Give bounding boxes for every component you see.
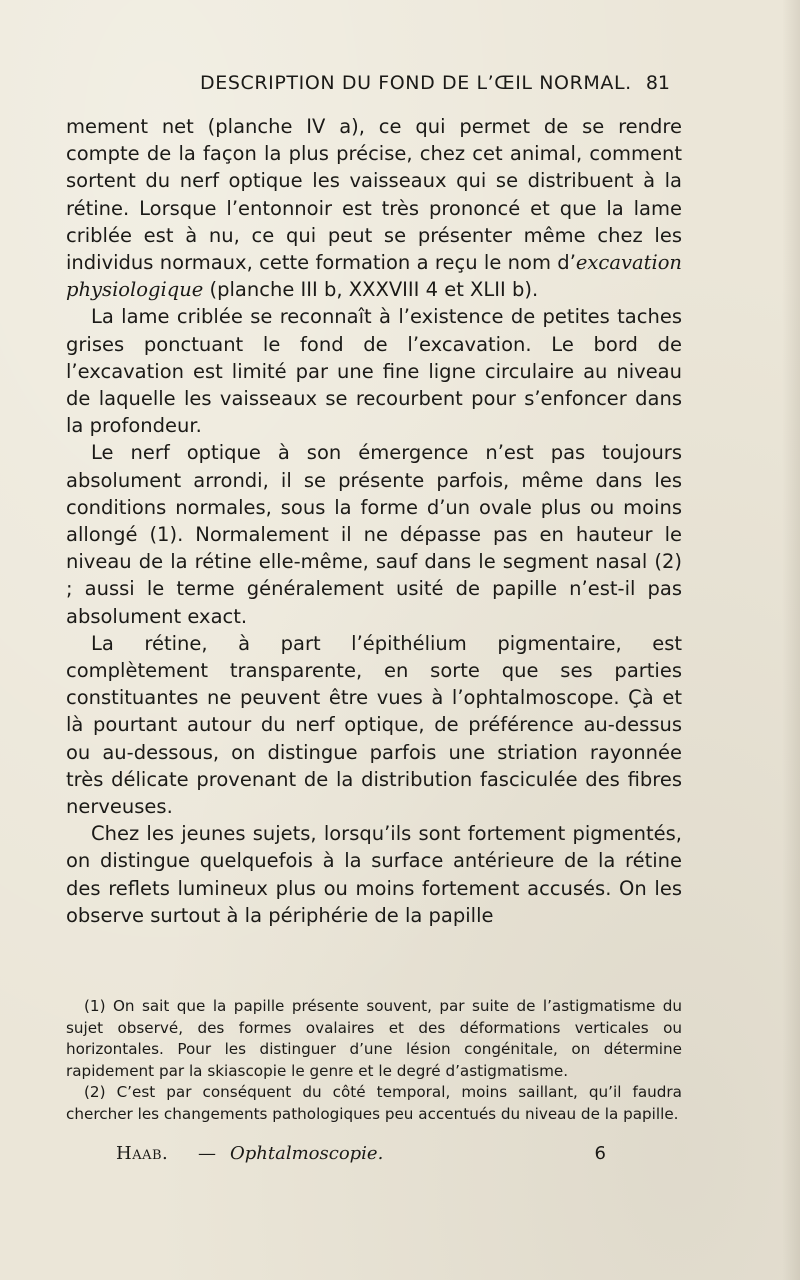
signature-dash: — [198,1143,216,1164]
footnote-1: (1) On sait que la papille présente souvent, par suite de l’astigmatisme du sujet observé, des formes ovalaires et des déformations verticales ou horizontales. Pour les distinguer d’une lésion congénitale, on détermine rapidement par la skiascopie le genre et le degré d’astigmatisme. [66,997,682,1080]
signature-line [116,1143,606,1167]
paragraph-1-text-after: (planche III b, XXXVIII 4 et XLII b). [203,278,539,302]
footnotes [66,996,682,1125]
paragraph-1-text-before: mement net (planche IV a), ce qui permet de se rendre compte de la façon la plus précise, chez cet animal, comment sortent du nerf optique les vaisseaux qui se distribuent à la rétine. Lorsque l’entonnoir est très prononcé et que la lame criblée est à nu, ce qui peut se présenter même chez les individus normaux, cette formation a reçu le nom d’ [66,115,682,275]
signature-author: Haab. [116,1143,169,1164]
signature-number: 6 [594,1143,606,1164]
footnote-2: (2) C’est par conséquent du côté temporal, moins saillant, qu’il faudra chercher les changements pathologiques peu accentués du niveau de la papille. [66,1083,682,1123]
page-edge-shadow [782,0,800,1280]
paragraph-1 [66,113,682,303]
paragraph-2: La lame criblée se reconnaît à l’existence de petites taches grises ponctuant le fond de l’excavation. Le bord de l’excavation est limité par une fine ligne circulaire au niveau de laquelle les vaisseaux se recourbent pour s’enfoncer dans la profondeur. [66,305,682,438]
paragraph-1-emphasis: excavation physiologique [66,251,682,302]
page-number: 81 [645,72,670,94]
signature-book-title: Ophtalmoscopie. [230,1143,384,1164]
body-text [66,113,682,929]
running-title: DESCRIPTION DU FOND DE L’ŒIL NORMAL. [200,72,632,94]
paragraph-3: Le nerf optique à son émergence n’est pas toujours absolument arrondi, il se présente parfois, même dans les conditions normales, sous la forme d’un ovale plus ou moins allongé (1). Normalement il ne dépasse pas en hauteur le niveau de la rétine elle-même, sauf dans le segment nasal (2) ; aussi le terme généralement usité de papille n’est-il pas absolument exact. [66,441,682,628]
paragraph-5: Chez les jeunes sujets, lorsqu’ils sont fortement pigmentés, on distingue quelquefois à la surface antérieure de la rétine des reflets lumineux plus ou moins fortement accusés. On les observe surtout à la périphérie de la papille [66,822,682,927]
page-header [200,72,670,102]
paragraph-4: La rétine, à part l’épithélium pigmentaire, est complètement transparente, en sorte que ses parties constituantes ne peuvent être vues à l’ophtalmoscope. Çà et là pourtant autour du nerf optique, de préférence au-dessus ou au-dessous, on distingue parfois une striation rayonnée très délicate provenant de la distribution fasciculée des fibres nerveuses. [66,631,682,819]
